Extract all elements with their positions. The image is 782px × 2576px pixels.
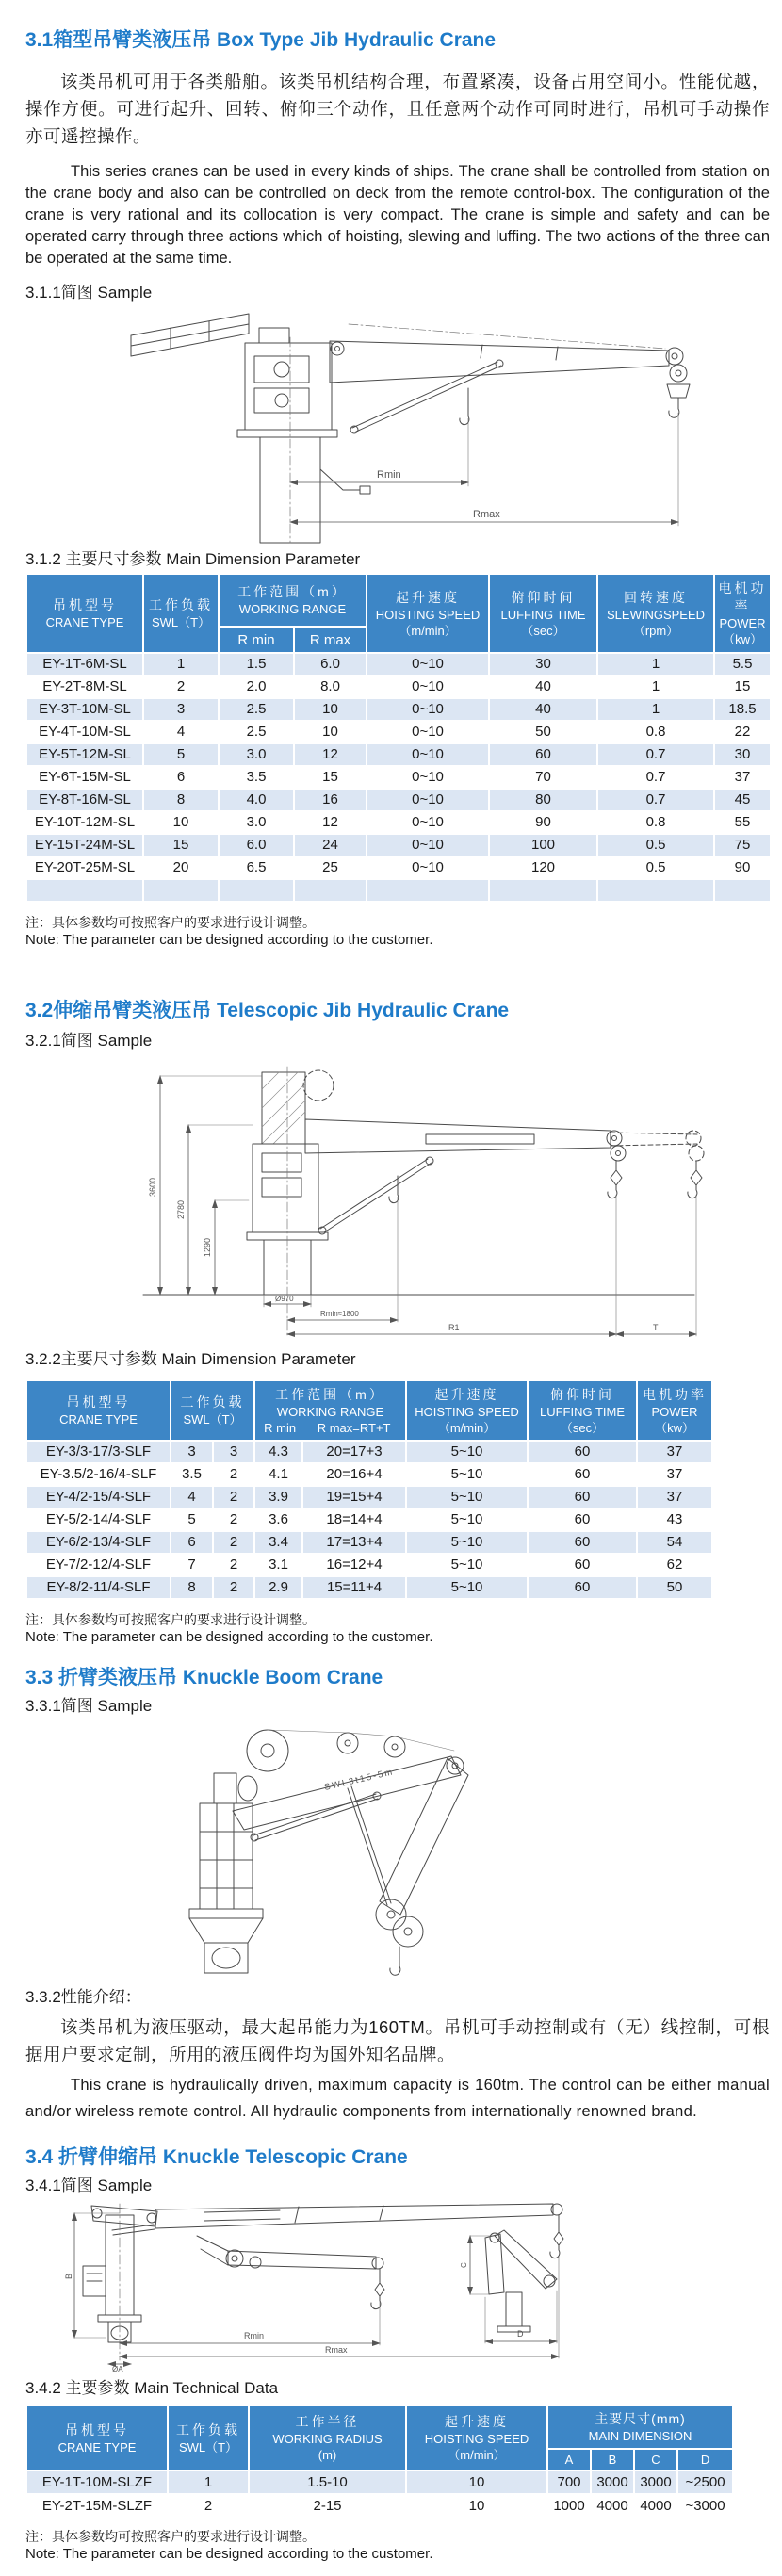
- table-cell: 60: [528, 1554, 637, 1576]
- note-cn: 注：具体参数均可按照客户的要求进行设计调整。: [25, 1612, 316, 1627]
- note-cn: 注：具体参数均可按照客户的要求进行设计调整。: [25, 915, 316, 930]
- tech-heading-3-4-2: 3.4.2 主要参数 Main Technical Data: [25, 2379, 279, 2397]
- section-3-3-title: 3.3 折臂类液压吊 Knuckle Boom Crane: [25, 1667, 383, 1688]
- table-cell: 6: [143, 766, 219, 789]
- table-cell: [489, 879, 597, 902]
- table-cell: 1: [143, 653, 219, 676]
- table-cell: 5~10: [406, 1576, 528, 1599]
- table-cell: 20: [143, 856, 219, 879]
- table-cell: 3.5: [219, 766, 294, 789]
- table-cell: [597, 879, 714, 902]
- table-cell: [367, 879, 489, 902]
- table-cell: 0~10: [367, 789, 489, 811]
- dim-label-3600: 3600: [148, 1177, 157, 1197]
- col-dim-b: B: [591, 2449, 634, 2470]
- table-cell: 2: [213, 1576, 254, 1599]
- table-cell: 30: [714, 743, 771, 766]
- table-cell: 37: [637, 1441, 712, 1463]
- table-row: [26, 2494, 733, 2518]
- col-hoisting-speed: 起升速度 HOISTING SPEED （m/min）: [406, 2405, 547, 2470]
- table-cell: 0~10: [367, 653, 489, 676]
- table-cell: 4.3: [254, 1441, 302, 1463]
- table-cell: 5~10: [406, 1554, 528, 1576]
- table-cell: 43: [637, 1508, 712, 1531]
- table-row: [26, 1531, 712, 1554]
- note-en: Note: The parameter can be designed according to the customer.: [25, 932, 433, 948]
- dim-label-rmin: Rmin: [244, 2331, 265, 2340]
- table-cell: 70: [489, 766, 597, 789]
- knuckle-arm: [380, 1758, 468, 1915]
- note-3-2: [25, 1611, 770, 1647]
- table-cell: 6.5: [219, 856, 294, 879]
- table-cell: 16=12+4: [302, 1554, 406, 1576]
- table-cell: 5.5: [714, 653, 771, 676]
- table-cell: EY-10T-12M-SL: [26, 811, 143, 834]
- dim-label-d: D: [517, 2329, 524, 2339]
- col-working-radius: 工作半径 WORKING RADIUS (m): [249, 2405, 406, 2470]
- table-cell: 2.0: [219, 676, 294, 698]
- table-cell: 90: [489, 811, 597, 834]
- col-crane-type: 吊机型号 CRANE TYPE: [26, 2405, 168, 2470]
- note-en: Note: The parameter can be designed according to the customer.: [25, 2546, 433, 2562]
- table-cell: 8.0: [294, 676, 367, 698]
- table-cell: 1: [597, 653, 714, 676]
- col-main-dimension: 主要尺寸(mm) MAIN DIMENSION: [547, 2405, 733, 2449]
- main-boom: [233, 1756, 461, 1830]
- table-cell: 1: [597, 676, 714, 698]
- table-cell: 0.7: [597, 743, 714, 766]
- table-cell: EY-6T-15M-SL: [26, 766, 143, 789]
- section-3-1-paragraph-cn: 该类吊机可用于各类船舶。该类吊机结构合理，布置紧凑，设备占用空间小。性能优越，操作方便。可进行起升、回转、俯仰三个动作，且任意两个动作可同时进行，吊机可手动操作亦可遥控操作。: [25, 72, 770, 146]
- table-cell: 37: [637, 1463, 712, 1486]
- main-dimension-table-3-1-2: [25, 573, 772, 903]
- table-row: [26, 834, 771, 856]
- table-cell: 5~10: [406, 1441, 528, 1463]
- table-cell: EY-1T-6M-SL: [26, 653, 143, 676]
- boom: [330, 341, 669, 383]
- table-cell: 10: [406, 2494, 547, 2518]
- table-row: [26, 743, 771, 766]
- table-row: [26, 1441, 712, 1463]
- table-cell: EY-2T-8M-SL: [26, 676, 143, 698]
- section-3-3-paragraph-en: This crane is hydraulically driven, maximum capacity is 160tm. The control can be either manual and/or wireless remote control. All hydraulic components from internationally renowned brand.: [25, 2077, 770, 2120]
- table-cell: 4: [143, 721, 219, 743]
- section-3-1-paragraph-en: This series cranes can be used in every kinds of ships. The crane shall be controlled from station on the crane body and also can be controlled on deck from the remote control-box. The configuration of the crane is very rational and its collocation is very compact. The crane is simple and safety and can be operated carry through three actions which of hoisting, slewing and luffing. The two actions of the three can be operated at the same time.: [25, 163, 770, 267]
- table-cell: 15: [294, 766, 367, 789]
- section-3-3-paragraph-cn: 该类吊机为液压驱动，最大起吊能力为160TM。吊机可手动控制或有（无）线控制，可根据用户要求定制，所用的液压阀件均为国外知名品牌。: [25, 2017, 770, 2064]
- knuckle-boom-crane-drawing: [176, 1720, 741, 1980]
- col-power: 电机功率 POWER （kw）: [637, 1380, 712, 1441]
- table-cell: 0.8: [597, 811, 714, 834]
- dim-label-1290: 1290: [203, 1237, 212, 1257]
- col-dim-d: D: [677, 2449, 733, 2470]
- table-cell: 60: [528, 1486, 637, 1508]
- table-cell: 5: [171, 1508, 213, 1531]
- table-cell: 3: [213, 1441, 254, 1463]
- table-cell: EY-4/2-15/4-SLF: [26, 1486, 171, 1508]
- hook-min: [371, 2296, 381, 2309]
- col-dim-c: C: [634, 2449, 677, 2470]
- table-cell: EY-4T-10M-SL: [26, 721, 143, 743]
- table-cell: 22: [714, 721, 771, 743]
- table-cell: EY-8T-16M-SL: [26, 789, 143, 811]
- table-cell: 3: [143, 698, 219, 721]
- table-row: [26, 856, 771, 879]
- table-cell: 7: [171, 1554, 213, 1576]
- table-cell: 5~10: [406, 1463, 528, 1486]
- table-cell: EY-5/2-14/4-SLF: [26, 1508, 171, 1531]
- table-row: [26, 2470, 733, 2494]
- table-cell: 30: [489, 653, 597, 676]
- table-cell: 24: [294, 834, 367, 856]
- table-cell: 20=17+3: [302, 1441, 406, 1463]
- table-cell: 8: [171, 1576, 213, 1599]
- table-cell: 10: [294, 698, 367, 721]
- table-cell: 4.1: [254, 1463, 302, 1486]
- note-en: Note: The parameter can be designed according to the customer.: [25, 1629, 433, 1645]
- sample-heading-3-3-1: 3.3.1简图 Sample: [25, 1697, 153, 1715]
- table-cell: 55: [714, 811, 771, 834]
- table-cell: 0.8: [597, 721, 714, 743]
- table-cell: 3.5: [171, 1463, 213, 1486]
- table-cell: ~2500: [677, 2470, 733, 2494]
- sample-heading-3-4-1: 3.4.1简图 Sample: [25, 2177, 153, 2194]
- col-luffing-time: 俯仰时间 LUFFING TIME （sec）: [528, 1380, 637, 1441]
- table-cell: 100: [489, 834, 597, 856]
- table-cell: 3.0: [219, 743, 294, 766]
- table-cell: 6.0: [294, 653, 367, 676]
- table-cell: ~3000: [677, 2494, 733, 2518]
- table-cell: 3.1: [254, 1554, 302, 1576]
- table-row: [26, 1554, 712, 1576]
- table-cell: 1000: [547, 2494, 591, 2518]
- table-cell: 19=15+4: [302, 1486, 406, 1508]
- table-row: [26, 1486, 712, 1508]
- table-cell: 5: [143, 743, 219, 766]
- table-cell: 700: [547, 2470, 591, 2494]
- table-cell: 5~10: [406, 1531, 528, 1554]
- table-cell: 0.7: [597, 766, 714, 789]
- table-row: [26, 879, 771, 902]
- table-cell: 18=14+4: [302, 1508, 406, 1531]
- table-cell: EY-3.5/2-16/4-SLF: [26, 1463, 171, 1486]
- table-cell: 0~10: [367, 811, 489, 834]
- hook-block: [611, 1170, 622, 1185]
- perf-heading-3-3-2: 3.3.2性能介绍：: [25, 1988, 141, 2006]
- col-swl: 工作负载 SWL（T）: [168, 2405, 249, 2470]
- table-row: [26, 1463, 712, 1486]
- table-cell: 2-15: [249, 2494, 406, 2518]
- section-3-1-title: 3.1箱型吊臂类液压吊 Box Type Jib Hydraulic Crane: [25, 29, 497, 51]
- hook: [390, 1962, 400, 1975]
- note-cn: 注：具体参数均可按照客户的要求进行设计调整。: [25, 2529, 316, 2544]
- tower: [200, 1803, 253, 1909]
- table-cell: 120: [489, 856, 597, 879]
- table-cell: 37: [637, 1486, 712, 1508]
- table-cell: 2: [213, 1463, 254, 1486]
- table-cell: 1.5-10: [249, 2470, 406, 2494]
- main-technical-data-table-3-4-2: [25, 2405, 734, 2519]
- table-cell: [26, 879, 143, 902]
- table-cell: 16: [294, 789, 367, 811]
- col-swl: 工作负载 SWL（T）: [171, 1380, 254, 1441]
- table-cell: 60: [528, 1531, 637, 1554]
- table-cell: 60: [528, 1463, 637, 1486]
- table-cell: 3000: [591, 2470, 634, 2494]
- sample-heading-3-1-1: 3.1.1简图 Sample: [25, 284, 153, 302]
- table-cell: 2.5: [219, 698, 294, 721]
- dim-label-rmin1800: Rmin≈1800: [320, 1310, 359, 1318]
- dim-label-rmin: Rmin: [377, 469, 401, 481]
- table-cell: 0~10: [367, 856, 489, 879]
- table-cell: 2: [213, 1554, 254, 1576]
- table-cell: 15: [714, 676, 771, 698]
- table-row: [26, 676, 771, 698]
- col-working-range: 工作范围（m） WORKING RANGE: [219, 574, 367, 627]
- table-row: [26, 653, 771, 676]
- table-cell: 60: [528, 1508, 637, 1531]
- table-cell: 0.5: [597, 856, 714, 879]
- table-cell: 90: [714, 856, 771, 879]
- table-row: [26, 1576, 712, 1599]
- col-crane-type: 吊机型号 CRANE TYPE: [26, 1380, 171, 1441]
- table-cell: 2: [168, 2494, 249, 2518]
- table-cell: 0.5: [597, 834, 714, 856]
- table-row: [26, 766, 771, 789]
- table-cell: 25: [294, 856, 367, 879]
- note-3-4: [25, 2528, 770, 2564]
- table-cell: 15=11+4: [302, 1576, 406, 1599]
- table-cell: [294, 879, 367, 902]
- mid-hook: [460, 413, 469, 425]
- arm-end-plate: [376, 1899, 406, 1930]
- dim-label-r1: R1: [448, 1323, 460, 1332]
- col-luffing-time: 俯仰时间 LUFFING TIME （sec）: [489, 574, 597, 653]
- table-cell: 40: [489, 676, 597, 698]
- table-cell: EY-8/2-11/4-SLF: [26, 1576, 171, 1599]
- table-cell: 6: [171, 1531, 213, 1554]
- folded-boom: [495, 2230, 557, 2289]
- table-cell: 4000: [591, 2494, 634, 2518]
- table-cell: 0~10: [367, 698, 489, 721]
- knuckle-telescopic-crane-drawing: [63, 2198, 723, 2372]
- table-cell: 1.5: [219, 653, 294, 676]
- table-cell: 3.9: [254, 1486, 302, 1508]
- table-cell: 2: [213, 1508, 254, 1531]
- table-cell: 3.0: [219, 811, 294, 834]
- table-cell: 5~10: [406, 1508, 528, 1531]
- sample-heading-3-2-1: 3.2.1简图 Sample: [25, 1032, 153, 1050]
- dim-label-dia970: Ø970: [275, 1295, 294, 1303]
- dim-heading-3-2-2: 3.2.2主要尺寸参数 Main Dimension Parameter: [25, 1350, 356, 1368]
- dim-label-b: B: [64, 2273, 73, 2279]
- table-cell: 80: [489, 789, 597, 811]
- table-cell: [714, 879, 771, 902]
- table-cell: 40: [489, 698, 597, 721]
- pedestal-cone: [189, 1918, 263, 1943]
- table-cell: 10: [406, 2470, 547, 2494]
- table-cell: 54: [637, 1531, 712, 1554]
- table-cell: 4000: [634, 2494, 677, 2518]
- table-cell: 2: [143, 676, 219, 698]
- table-cell: 2.5: [219, 721, 294, 743]
- table-cell: 0~10: [367, 834, 489, 856]
- table-cell: EY-3T-10M-SL: [26, 698, 143, 721]
- table-cell: 10: [294, 721, 367, 743]
- dim-label-c: C: [460, 2262, 468, 2268]
- table-cell: 75: [714, 834, 771, 856]
- table-cell: 12: [294, 811, 367, 834]
- table-cell: 0~10: [367, 743, 489, 766]
- col-slewing-speed: 回转速度 SLEWINGSPEED （rpm）: [597, 574, 714, 653]
- section-3-4-title: 3.4 折臂伸缩吊 Knuckle Telescopic Crane: [25, 2146, 408, 2168]
- table-cell: 1: [597, 698, 714, 721]
- table-cell: EY-6/2-13/4-SLF: [26, 1531, 171, 1554]
- table-row: [26, 1508, 712, 1531]
- telescopic-boom: [305, 1119, 611, 1153]
- table-row: [26, 789, 771, 811]
- table-cell: 1: [168, 2470, 249, 2494]
- table-cell: 17=13+4: [302, 1531, 406, 1554]
- table-cell: 5~10: [406, 1486, 528, 1508]
- col-r-max: R max: [294, 627, 367, 653]
- table-cell: 4: [171, 1486, 213, 1508]
- dim-label-t: T: [653, 1323, 659, 1332]
- table-cell: 8: [143, 789, 219, 811]
- table-cell: 6.0: [219, 834, 294, 856]
- table-cell: 62: [637, 1554, 712, 1576]
- section-3-2-title: 3.2伸缩吊臂类液压吊 Telescopic Jib Hydraulic Crane: [25, 1000, 510, 1021]
- table-cell: EY-1T-10M-SLZF: [26, 2470, 168, 2494]
- telescopic-boom-extended: [155, 2204, 553, 2228]
- note-3-1: [25, 914, 770, 950]
- table-cell: 20=16+4: [302, 1463, 406, 1486]
- table-cell: 15: [143, 834, 219, 856]
- box-jib-crane-drawing: [77, 307, 727, 547]
- table-cell: 12: [294, 743, 367, 766]
- table-cell: 60: [528, 1576, 637, 1599]
- table-row: [26, 721, 771, 743]
- table-cell: 3.6: [254, 1508, 302, 1531]
- table-cell: 3000: [634, 2470, 677, 2494]
- main-dimension-table-3-2-2: [25, 1379, 713, 1600]
- col-r-min: R min: [219, 627, 294, 653]
- table-cell: 0.7: [597, 789, 714, 811]
- col-swl: 工作负载 SWL（T）: [143, 574, 219, 653]
- table-cell: EY-5T-12M-SL: [26, 743, 143, 766]
- table-cell: 60: [528, 1441, 637, 1463]
- top-sheave: [247, 1730, 288, 1771]
- tip-hook: [669, 403, 679, 417]
- table-cell: 60: [489, 743, 597, 766]
- table-cell: 3.4: [254, 1531, 302, 1554]
- table-cell: 37: [714, 766, 771, 789]
- table-cell: 18.5: [714, 698, 771, 721]
- table-cell: 2: [213, 1486, 254, 1508]
- table-cell: 0~10: [367, 676, 489, 698]
- table-cell: 3: [171, 1441, 213, 1463]
- table-cell: 50: [489, 721, 597, 743]
- dim-heading-3-1-2: 3.1.2 主要尺寸参数 Main Dimension Parameter: [25, 550, 361, 568]
- table-row: [26, 698, 771, 721]
- col-working-range: 工作范围（m） WORKING RANGE R min R max=RT+T: [254, 1380, 406, 1441]
- hook-max: [550, 2245, 560, 2258]
- table-cell: 50: [637, 1576, 712, 1599]
- dim-label-rmax: Rmax: [473, 509, 500, 520]
- table-cell: 0~10: [367, 766, 489, 789]
- table-cell: [143, 879, 219, 902]
- table-cell: 2: [213, 1531, 254, 1554]
- table-cell: [219, 879, 294, 902]
- table-cell: 2.9: [254, 1576, 302, 1599]
- col-power: 电机功率 POWER （kw）: [714, 574, 771, 653]
- table-cell: 0~10: [367, 721, 489, 743]
- boom-swl-label: SWL3t15-5m: [323, 1767, 396, 1793]
- col-dim-a: A: [547, 2449, 591, 2470]
- table-cell: EY-7/2-12/4-SLF: [26, 1554, 171, 1576]
- dim-label-2780: 2780: [176, 1199, 186, 1219]
- table-cell: EY-20T-25M-SL: [26, 856, 143, 879]
- telescopic-jib-crane-drawing: [87, 1057, 709, 1340]
- col-hoisting-speed: 起升速度 HOISTING SPEED （m/min）: [406, 1380, 528, 1441]
- table-row: [26, 811, 771, 834]
- col-hoisting-speed: 起升速度 HOISTING SPEED （m/min）: [367, 574, 489, 653]
- dim-label-rmax: Rmax: [325, 2345, 348, 2355]
- table-cell: EY-15T-24M-SL: [26, 834, 143, 856]
- table-cell: EY-2T-15M-SLZF: [26, 2494, 168, 2518]
- table-cell: 10: [143, 811, 219, 834]
- table-cell: 45: [714, 789, 771, 811]
- table-cell: 4.0: [219, 789, 294, 811]
- dim-label-dia-a: ØA: [112, 2365, 123, 2372]
- col-crane-type: 吊机型号 CRANE TYPE: [26, 574, 143, 653]
- table-cell: EY-3/3-17/3-SLF: [26, 1441, 171, 1463]
